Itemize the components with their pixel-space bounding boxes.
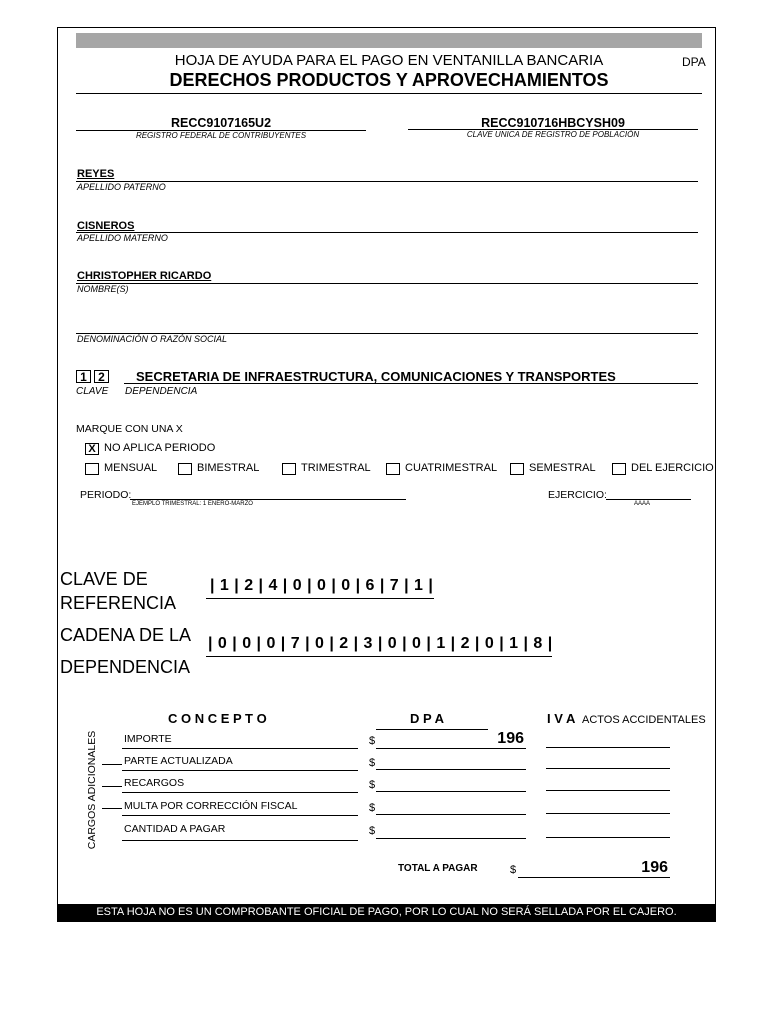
total-value: 196 [641, 859, 668, 876]
cadena-label-2: DEPENDENCIA [60, 657, 191, 677]
trimestral-label: TRIMESTRAL [301, 462, 371, 474]
del-ejercicio-checkbox[interactable] [612, 463, 626, 475]
total-label: TOTAL A PAGAR [398, 863, 478, 874]
form-title-line1: HOJA DE AYUDA PARA EL PAGO EN VENTANILLA BANCARIA [174, 52, 604, 69]
apellido-paterno-value: REYES [77, 168, 115, 180]
form-tag: DPA [682, 55, 706, 69]
col-concepto: C O N C E P T O [168, 711, 267, 726]
header-divider [76, 93, 702, 94]
nombre-value: CHRISTOPHER RICARDO [77, 270, 212, 282]
dpa-row-line[interactable] [376, 838, 526, 839]
mensual-checkbox[interactable] [85, 463, 99, 475]
apellido-paterno-label: APELLIDO PATERNO [77, 182, 166, 192]
rfc-value: RECC9107165U2 [170, 116, 272, 130]
cuatrimestral-label: CUATRIMESTRAL [405, 462, 498, 474]
total-currency: $ [510, 864, 517, 876]
mensual-label: MENSUAL [104, 462, 158, 474]
dpa-currency: $ [369, 735, 376, 747]
col-iva: I V A [547, 711, 576, 726]
side-tick [102, 786, 122, 787]
cuatrimestral-checkbox[interactable] [386, 463, 400, 475]
iva-row-line[interactable] [546, 790, 670, 791]
form-title-line2: DERECHOS PRODUCTOS Y APROVECHAMIENTOS [169, 70, 609, 90]
cadena-line [206, 656, 552, 657]
iva-row-line[interactable] [546, 837, 670, 838]
cadena-value: | 0 | 0 | 0 | 7 | 0 | 2 | 3 | 0 | 0 | 1 | 2 | 0 | 1 | 8 | [208, 635, 553, 652]
concept-row-label: MULTA POR CORRECCIÓN FISCAL [124, 800, 298, 812]
nombre-line [76, 283, 698, 284]
dependencia-label: DEPENDENCIA [125, 386, 198, 397]
bimestral-checkbox[interactable] [178, 463, 192, 475]
dpa-currency: $ [369, 757, 376, 769]
concept-row-line [122, 770, 358, 771]
concept-row-label: CANTIDAD A PAGAR [124, 823, 226, 835]
concept-row-line [122, 840, 358, 841]
concept-row-label: IMPORTE [124, 733, 172, 745]
concept-row-line [122, 792, 358, 793]
bimestral-label: BIMESTRAL [197, 462, 260, 474]
apellido-paterno-line [76, 181, 698, 182]
concept-row-label: RECARGOS [124, 777, 185, 789]
concept-row-line [122, 748, 358, 749]
marque-instruction: MARQUE CON UNA X [76, 423, 183, 435]
clave-referencia-line [206, 598, 434, 599]
iva-row-line[interactable] [546, 768, 670, 769]
clave-referencia-value: | 1 | 2 | 4 | 0 | 0 | 0 | 6 | 7 | 1 | [210, 577, 434, 594]
top-gray-bar [76, 33, 702, 48]
dpa-currency: $ [369, 779, 376, 791]
dependencia-line [124, 383, 698, 384]
apellido-materno-value: CISNEROS [77, 220, 135, 232]
dpa-row-line[interactable] [376, 748, 526, 749]
clave-referencia-label-2: REFERENCIA [60, 593, 177, 613]
ejercicio-line[interactable] [606, 499, 691, 500]
clave-referencia-label-1: CLAVE DE [60, 569, 148, 589]
col-iva-sub: ACTOS ACCIDENTALES [582, 714, 706, 726]
dpa-row-line[interactable] [376, 769, 526, 770]
periodo-hint: EJEMPLO TRIMESTRAL: 1 ENERO-MARZO [132, 501, 253, 507]
semestral-label: SEMESTRAL [529, 462, 596, 474]
no-aplica-checkbox[interactable]: X [85, 443, 99, 455]
nombre-label: NOMBRE(S) [77, 284, 129, 294]
apellido-materno-label: APELLIDO MATERNO [77, 233, 168, 243]
del-ejercicio-label: DEL EJERCICIO [631, 462, 714, 474]
dpa-currency: $ [369, 825, 376, 837]
concept-row-label: PARTE ACTUALIZADA [124, 755, 233, 767]
periodo-label: PERIODO: [80, 489, 132, 501]
cargos-adicionales-side-label: CARGOS ADICIONALES [86, 730, 98, 850]
clave-label: CLAVE [76, 386, 109, 397]
iva-row-line[interactable] [546, 813, 670, 814]
concept-row-line [122, 815, 358, 816]
cadena-label-1: CADENA DE LA [60, 625, 192, 645]
ejercicio-hint: AAAA [634, 501, 651, 507]
col-dpa: D P A [410, 711, 444, 726]
side-tick [102, 764, 122, 765]
iva-row-line[interactable] [546, 747, 670, 748]
curp-label: CLAVE UNICA DE REGISTRO DE POBLACIÓN [466, 130, 640, 139]
dpa-row-line[interactable] [376, 791, 526, 792]
clave-digit-1: 1 [76, 370, 91, 383]
ejercicio-label: EJERCICIO: [548, 489, 607, 501]
rfc-label: REGISTRO FEDERAL DE CONTRIBUYENTES [135, 131, 307, 140]
semestral-checkbox[interactable] [510, 463, 524, 475]
dpa-currency: $ [369, 802, 376, 814]
curp-value: RECC910716HBCYSH09 [481, 116, 625, 130]
footer-disclaimer: ESTA HOJA NO ES UN COMPROBANTE OFICIAL DE PAGO, POR LO CUAL NO SERÁ SELLADA POR EL CAJERO. [57, 904, 716, 922]
periodo-line[interactable] [130, 499, 406, 500]
side-tick [102, 808, 122, 809]
dpa-row-value: 196 [497, 730, 524, 747]
dpa-row-line[interactable] [376, 814, 526, 815]
trimestral-checkbox[interactable] [282, 463, 296, 475]
apellido-materno-line [76, 232, 698, 233]
no-aplica-label: NO APLICA PERIODO [104, 442, 216, 454]
razon-social-label: DENOMINACIÓN O RAZÓN SOCIAL [77, 334, 228, 344]
clave-digit-2: 2 [94, 370, 109, 383]
total-line [518, 877, 670, 878]
dependencia-value: SECRETARIA DE INFRAESTRUCTURA, COMUNICACIONES Y TRANSPORTES [136, 369, 616, 384]
